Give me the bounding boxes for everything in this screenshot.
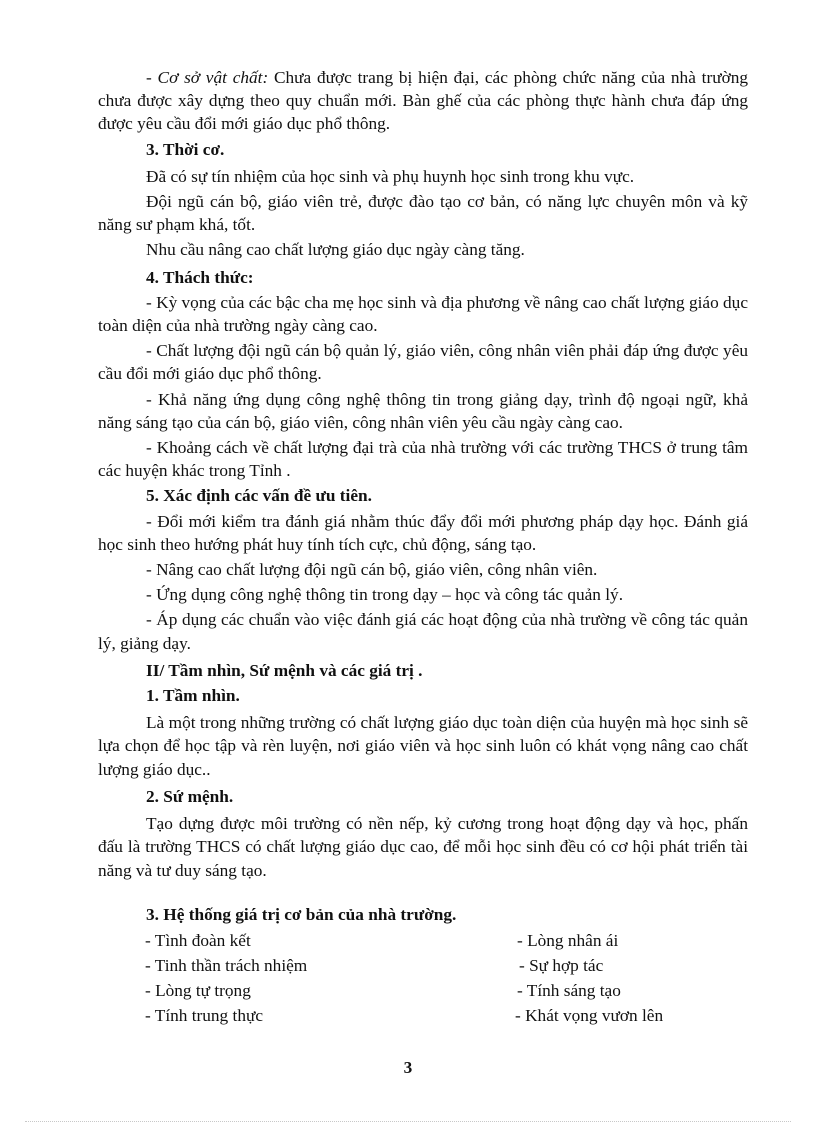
mission-paragraph: Tạo dựng được môi trường có nền nếp, kỷ cương trong hoạt động dạy và học, phấn đấu là trường THCS có chất lượng giáo dục cao, để mỗi học sinh đều có cơ hội phát triển tài năng và tư duy sáng tạo. xyxy=(98,814,748,880)
value-item: - Lòng nhân ái xyxy=(517,930,619,950)
page-number: 3 xyxy=(403,1058,413,1077)
priorities-paragraph: - Ứng dụng công nghệ thông tin trong dạy – học và công tác quản lý. xyxy=(146,585,624,605)
vision-paragraph: Là một trong những trường có chất lượng giáo dục toàn diện của huyện mà học sinh sẽ lựa chọn để học tập và rèn luyện, nơi giáo viên và học sinh luôn có khát vọng nâng cao chất lượng giáo dục.. xyxy=(98,713,748,779)
opportunity-paragraph: Đội ngũ cán bộ, giáo viên trẻ, được đào tạo cơ bản, có năng lực chuyên môn và kỹ năng sư phạm khá, tốt. xyxy=(98,192,748,235)
vision-heading: 1. Tầm nhìn. xyxy=(146,686,240,706)
priorities-paragraph: - Áp dụng các chuẩn vào việc đánh giá các hoạt động của nhà trường về công tác quản lý, giảng dạy. xyxy=(98,610,748,653)
document-page xyxy=(98,66,748,1025)
facilities-paragraph xyxy=(98,66,748,136)
page-bottom-divider xyxy=(25,1121,791,1122)
values-row xyxy=(145,952,705,977)
values-heading: 3. Hệ thống giá trị cơ bản của nhà trường. xyxy=(146,905,457,924)
values-row xyxy=(145,977,705,1002)
challenges-paragraph: - Khoảng cách về chất lượng đại trà của nhà trường với các trường THCS ở trung tâm các huyện khác trong Tỉnh . xyxy=(98,438,748,481)
opportunity-paragraph: Đã có sự tín nhiệm của học sinh và phụ huynh học sinh trong khu vực. xyxy=(146,166,635,186)
value-item: - Tình đoàn kết xyxy=(145,930,251,950)
opportunity-paragraph: Nhu cầu nâng cao chất lượng giáo dục ngày càng tăng. xyxy=(146,240,525,260)
values-row xyxy=(145,927,705,952)
opportunity-heading: 3. Thời cơ. xyxy=(146,139,225,159)
challenges-paragraph: - Khả năng ứng dụng công nghệ thông tin trong giảng dạy, trình độ ngoại ngữ, khả năng sáng tạo của cán bộ, giáo viên, công nhân viên yêu cầu ngày càng cao. xyxy=(98,389,748,432)
mission-heading: 2. Sứ mệnh. xyxy=(146,786,234,806)
value-item: - Lòng tự trọng xyxy=(145,980,251,1000)
value-item: - Tính sáng tạo xyxy=(517,980,621,1000)
vision-mission-heading: II/ Tầm nhìn, Sứ mệnh và các giá trị . xyxy=(146,660,423,680)
priorities-heading: 5. Xác định các vấn đề ưu tiên. xyxy=(146,486,372,506)
facilities-lead: - Cơ sở vật chất: xyxy=(146,68,269,87)
challenges-paragraph: - Chất lượng đội ngũ cán bộ quản lý, giáo viên, công nhân viên phải đáp ứng được yêu cầu đổi mới giáo dục phổ thông. xyxy=(98,341,748,384)
value-item: - Tính trung thực xyxy=(145,1005,263,1025)
value-item: - Khát vọng vươn lên xyxy=(515,1005,664,1025)
values-list xyxy=(145,927,705,1027)
challenges-heading: 4. Thách thức: xyxy=(146,267,254,287)
value-item: - Tinh thần trách nhiệm xyxy=(145,955,308,975)
priorities-paragraph: - Nâng cao chất lượng đội ngũ cán bộ, giáo viên, công nhân viên. xyxy=(146,560,598,580)
facilities-text: Chưa được trang bị hiện đại, các phòng chức năng của nhà trường chưa được xây dựng theo quy chuẩn mới. Bàn ghế của các phòng thực hành chưa đáp ứng được yêu cầu đổi mới giáo dục phổ thông. xyxy=(98,68,748,134)
values-row xyxy=(145,1002,705,1027)
challenges-paragraph: - Kỳ vọng của các bậc cha mẹ học sinh và địa phương về nâng cao chất lượng giáo dục toàn diện của nhà trường ngày càng cao. xyxy=(98,292,748,336)
value-item: - Sự hợp tác xyxy=(519,955,604,975)
priorities-paragraph: - Đổi mới kiểm tra đánh giá nhằm thúc đẩy đổi mới phương pháp dạy học. Đánh giá học sinh theo hướng phát huy tính tích cực, chủ động, sáng tạo. xyxy=(98,511,748,554)
